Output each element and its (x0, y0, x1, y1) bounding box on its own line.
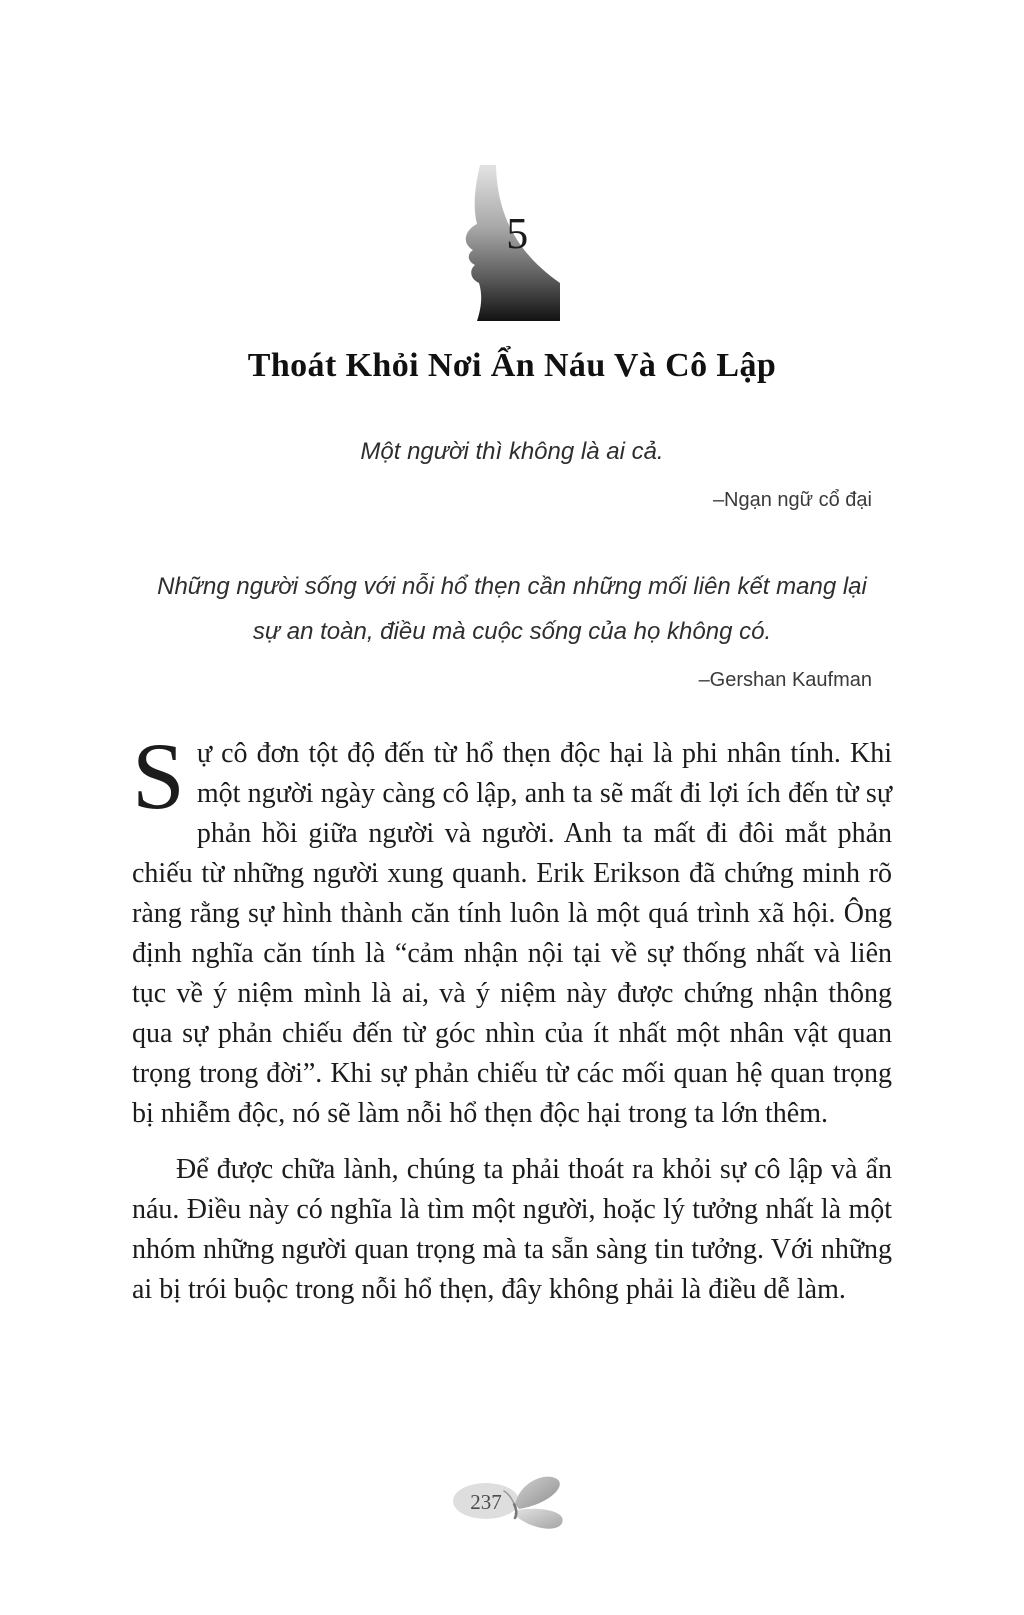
epigraph-attribution-2: –Gershan Kaufman (698, 668, 872, 691)
epigraph-quote-2: Những người sống với nỗi hổ thẹn cần những mối liên kết mang lại sự an toàn, điều mà cuộc sống của họ không có. (157, 572, 867, 646)
drop-cap: S (132, 722, 185, 829)
chapter-number: 5 (506, 208, 529, 258)
paragraph-1-text: ự cô đơn tột độ đến từ hổ thẹn độc hại là phi nhân tính. Khi một người ngày càng cô lập, anh ta sẽ mất đi lợi ích đến từ sự phản hồi giữa người và người. Anh ta mất đi đôi mắt phản chiếu từ những người xung quanh. Erik Erikson đã chứng minh rõ ràng rằng sự hình thành căn tính luôn là một quá trình xã hội. Ông định nghĩa căn tính là “cảm nhận nội tại về sự thống nhất và liên tục về ý niệm mình là ai, và ý niệm này được chứng nhận thông qua sự phản chiếu đến từ góc nhìn của ít nhất một nhân vật quan trọng trong đời”. Khi sự phản chiếu từ các mối quan hệ quan trọng bị nhiễm độc, nó sẽ làm nỗi hổ thẹn độc hại trong ta lớn thêm. (132, 737, 892, 1129)
page-footer (451, 1470, 573, 1536)
page-content (132, 347, 892, 1310)
chapter-ornament (464, 165, 560, 321)
chapter-title: Thoát Khỏi Nơi Ẩn Náu Và Cô Lập (247, 347, 777, 384)
page-number: 237 (470, 1490, 502, 1514)
chapter-body (132, 722, 892, 1310)
body-paragraph-2: Để được chữa lành, chúng ta phải thoát ra khỏi sự cô lập và ẩn náu. Điều này có nghĩa là tìm một người, hoặc lý tưởng nhất là một nhóm những người quan trọng mà ta sẵn sàng tin tưởng. Với những ai bị trói buộc trong nỗi hổ thẹn, đây không phải là điều dễ làm. (132, 1153, 892, 1305)
epigraph-attribution-1: –Ngạn ngữ cổ đại (712, 488, 872, 511)
epigraph-quote-1: Một người thì không là ai cả. (360, 438, 664, 465)
body-paragraph-1 (132, 722, 892, 1134)
